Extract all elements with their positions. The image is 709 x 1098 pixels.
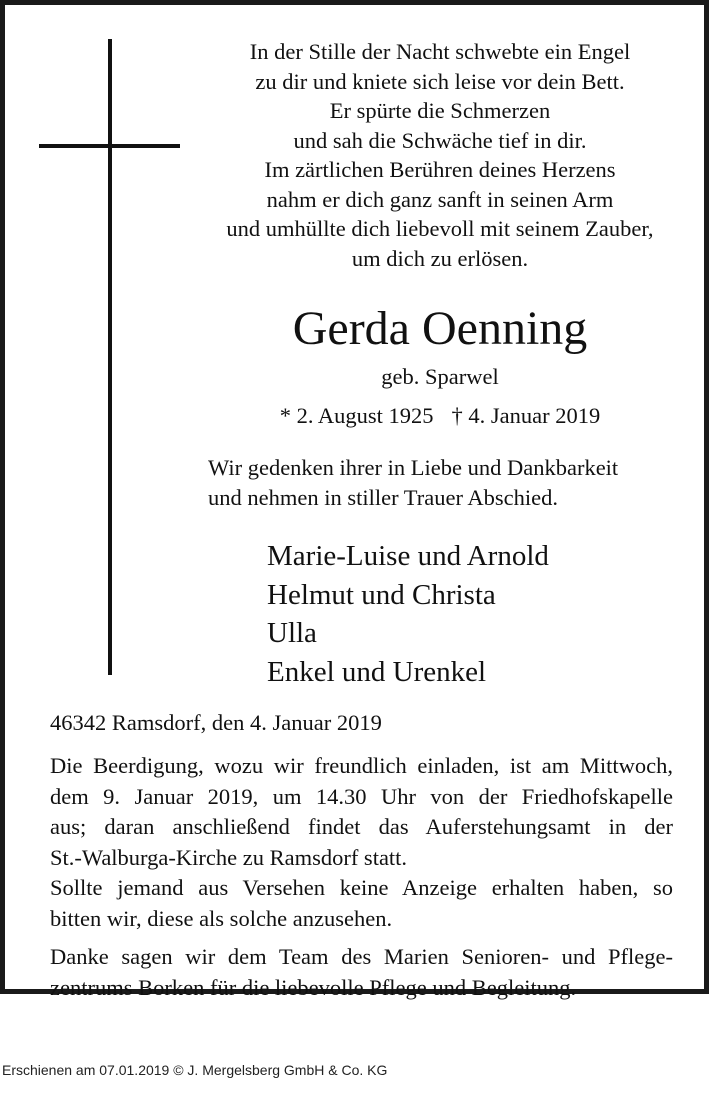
remembrance-line: Wir gedenken ihrer in Liebe und Dankbarkeit [208,455,619,480]
thanks-line: Danke sagen wir dem Team des Marien Senioren- und Pflege- [50,944,673,969]
mourner-entry: Ulla [267,617,317,649]
funeral-details [50,751,673,934]
cross-icon [108,39,112,675]
death-date: † 4. Januar 2019 [451,403,601,428]
poem [195,37,685,273]
poem-line: und umhüllte dich liebevoll mit seinem Zauber, [226,216,654,241]
poem-line: um dich zu erlösen. [351,245,529,271]
place-and-date: 46342 Ramsdorf, den 4. Januar 2019 [50,710,382,735]
cross-icon-bar [39,144,180,148]
remembrance-text [208,453,688,513]
mourner-entry: Helmut und Christa [267,578,496,611]
poem-line: und sah die Schwäche tief in dir. [293,127,587,153]
funeral-line: bitten wir, diese als solche anzusehen. [50,905,393,931]
mourner-entry: Marie-Luise und Arnold [267,540,549,572]
poem-line: zu dir und kniete sich leise vor dein Bett. [255,68,625,94]
poem-line: nahm er dich ganz sanft in seinen Arm [266,186,614,212]
life-dates [195,402,685,430]
poem-line: In der Stille der Nacht schwebte ein Engel [249,39,631,64]
funeral-line: St.-Walburga-Kirche zu Ramsdorf statt. [50,844,408,870]
poem-line: Im zärtlichen Berühren deines Herzens [264,157,616,182]
funeral-line: aus; daran anschließend findet das Auferstehungsamt in der [50,814,673,839]
funeral-line: dem 9. Januar 2019, um 14.30 Uhr von der Friedhofskapelle [50,783,673,809]
thanks-line: zentrums Borken für die liebevolle Pflege und Begleitung. [50,975,577,1000]
funeral-line: Sollte jemand aus Versehen keine Anzeige erhalten haben, so [50,875,673,900]
poem-line: Er spürte die Schmerzen [329,98,551,123]
deceased-name: Gerda Oenning [292,302,588,355]
mourner-entry: Enkel und Urenkel [267,655,487,688]
birth-name: geb. Sparwel [381,364,499,389]
mourners-list [267,537,687,691]
birth-date: * 2. August 1925 [279,403,434,428]
remembrance-line: und nehmen in stiller Trauer Abschied. [208,485,558,510]
funeral-line: Die Beerdigung, wozu wir freundlich einladen, ist am Mittwoch, [50,753,673,778]
publication-footer: Erschienen am 07.01.2019 © J. Mergelsberg GmbH & Co. KG [2,1062,388,1078]
thanks-text [50,941,673,1003]
